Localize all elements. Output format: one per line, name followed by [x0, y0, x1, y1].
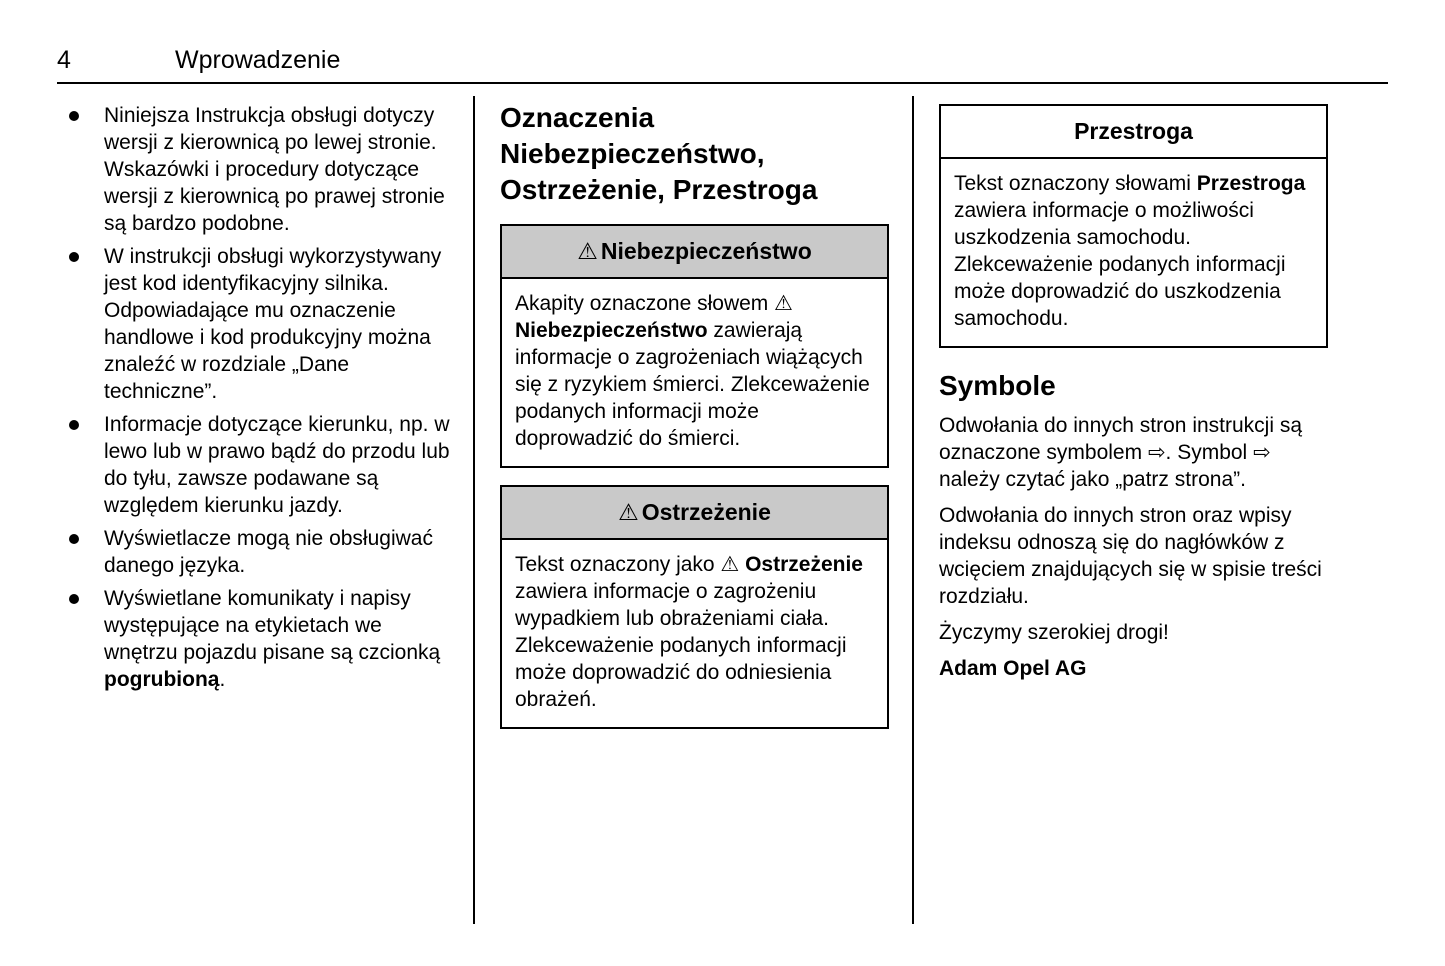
danger-box-body: Akapity oznaczone słowem ⚠ Niebezpieczeństwo zawierają informacje o zagrożeniach wiążących się z ryzykiem śmierci. Zlekceważenie podanych informacji może doprowadzić do śmierci.: [515, 292, 870, 450]
list-item: [57, 243, 453, 405]
warning-triangle-icon: ⚠: [618, 499, 639, 525]
list-item: [57, 411, 453, 519]
list-item: [57, 525, 453, 579]
symbols-paragraph: Odwołania do innych stron instrukcji są oznaczone symbolem ⇨. Symbol ⇨ należy czytać jako „patrz strona”.: [939, 414, 1303, 491]
bullet-icon: [57, 411, 104, 519]
list-item: [57, 102, 453, 237]
bullet-icon: [57, 585, 104, 693]
danger-box-title-text: Niebezpieczeństwo: [600, 238, 812, 264]
list-item: [57, 585, 453, 693]
header-rule: [57, 82, 1388, 84]
caution-box-title: Przestroga: [941, 106, 1326, 159]
bullet-text: Wyświetlacze mogą nie obsługiwać danego języka.: [104, 527, 433, 577]
bullet-icon: [57, 102, 104, 237]
bullet-text: Informacje dotyczące kierunku, np. w lewo lub w prawo bądź do przodu lub do tyłu, zawsze podawane są względem kierunku jazdy.: [104, 413, 450, 517]
symbols-paragraph: Odwołania do innych stron oraz wpisy indeksu odnoszą się do nagłówków z wcięciem znajdujących się w spisie treści rozdziału.: [939, 504, 1322, 608]
danger-box-title: [502, 226, 887, 279]
column-divider: [912, 96, 914, 924]
column-intro: [57, 96, 453, 924]
bullet-text: Wyświetlane komunikaty i napisy występujące na etykietach we wnętrzu pojazdu pisane są czcionką pogrubioną.: [104, 587, 441, 691]
column-caution-symbols: [939, 96, 1328, 924]
page-number: 4: [57, 46, 71, 74]
content-columns: [57, 96, 1388, 924]
caution-box-body: Tekst oznaczony słowami Przestroga zawiera informacje o możliwości uszkodzenia samochodu. Zlekceważenie podanych informacji może doprowadzić do uszkodzenia samochodu.: [954, 172, 1306, 330]
bullet-text: W instrukcji obsługi wykorzystywany jest kod identyfikacyjny silnika. Odpowiadające mu oznaczenie handlowe i kod produkcyjny można znaleźć w rozdziale „Dane techniczne”.: [104, 245, 442, 403]
section-heading-symbole: Symbole: [939, 370, 1056, 401]
warning-box-body: Tekst oznaczony jako ⚠ Ostrzeżenie zawiera informacje o zagrożeniu wypadkiem lub obrażeniami ciała. Zlekceważenie podanych informacji może doprowadzić do odniesienia obrażeń.: [515, 553, 863, 711]
bullet-icon: [57, 243, 104, 405]
closing-wish: Życzymy szerokiej drogi!: [939, 621, 1169, 644]
danger-box: [500, 224, 889, 468]
warning-triangle-icon: ⚠: [577, 238, 598, 264]
column-warnings: [500, 96, 889, 924]
bullet-text: Niniejsza Instrukcja obsługi dotyczy wersji z kierownicą po lewej stronie. Wskazówki i procedury dotyczące wersji z kierownicą po prawej stronie są bardzo podobne.: [104, 104, 445, 235]
warning-box-title-text: Ostrzeżenie: [641, 499, 771, 525]
section-heading-oznaczenia: Oznaczenia Niebezpieczeństwo, Ostrzeżenie, Przestroga: [500, 102, 818, 205]
column-divider: [473, 96, 475, 924]
page-header: [0, 0, 1445, 75]
caution-box: [939, 104, 1328, 348]
company-name: Adam Opel AG: [939, 657, 1087, 680]
warning-box-title: [502, 487, 887, 540]
bullet-icon: [57, 525, 104, 579]
warning-box: [500, 485, 889, 729]
chapter-title: Wprowadzenie: [175, 46, 341, 74]
